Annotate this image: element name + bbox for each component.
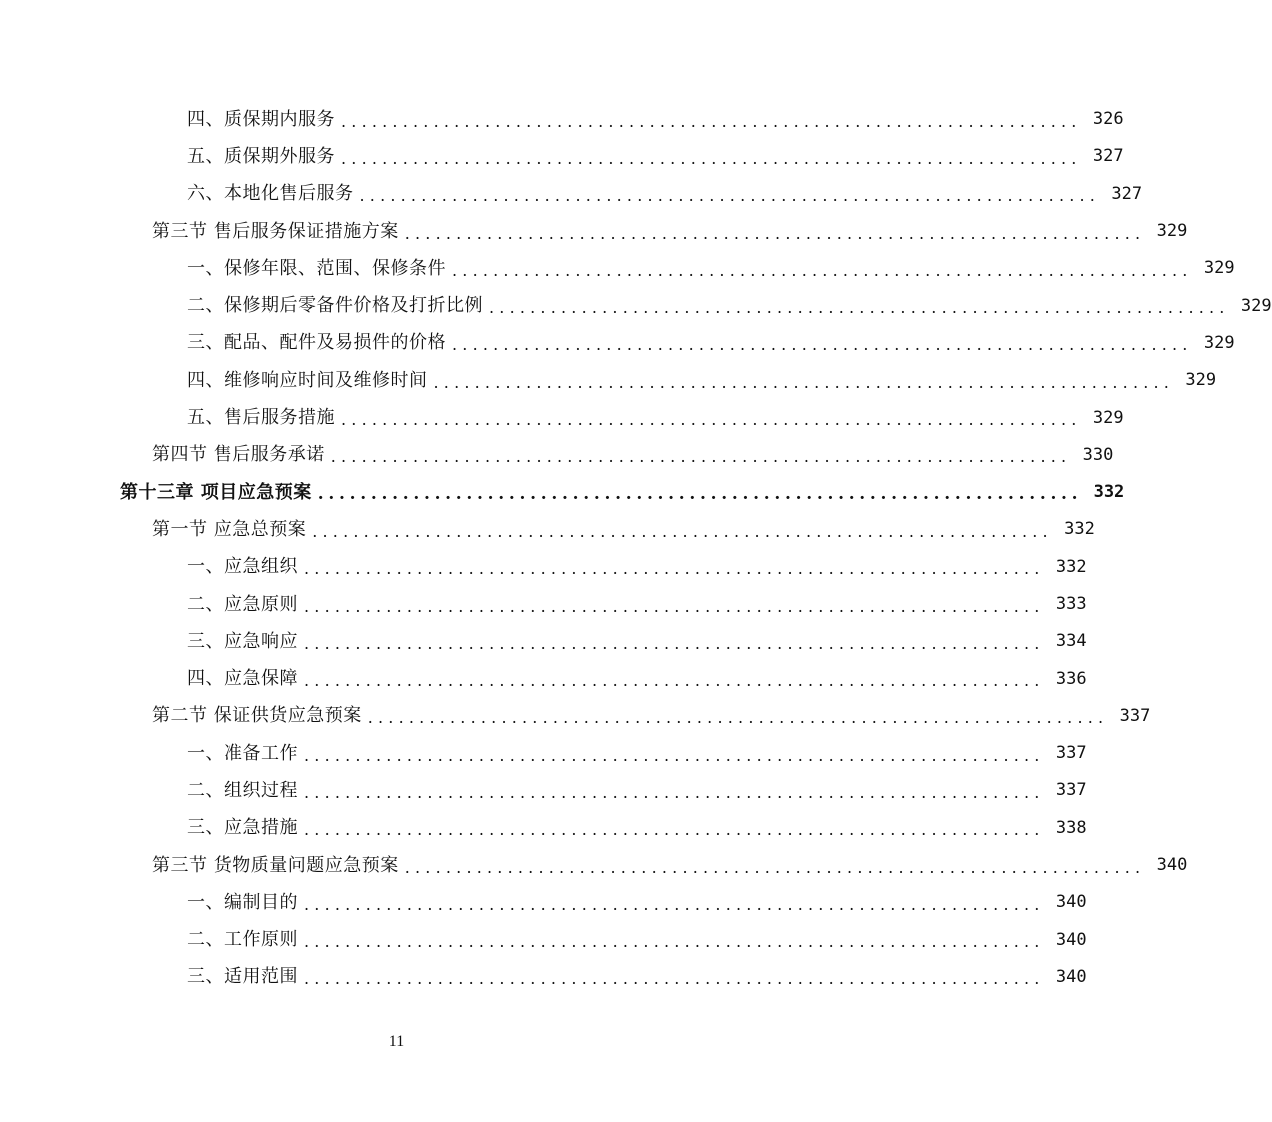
toc-entry-title: 第三节 售后服务保证措施方案 <box>152 220 399 242</box>
dot-leader: ........................................................................ <box>341 111 1082 131</box>
page-number-footer: 11 <box>388 1033 405 1050</box>
toc-entry-title: 第十三章 项目应急预案 <box>120 481 312 503</box>
toc-entry-title: 二、应急原则 <box>187 593 298 615</box>
toc-entry[interactable] <box>0 101 1124 138</box>
dot-leader: ........................................................................ <box>304 559 1045 579</box>
toc-entry[interactable] <box>0 287 1272 324</box>
toc-page-number: 329 <box>1203 258 1235 279</box>
toc-page-number: 332 <box>1064 519 1095 540</box>
toc-entry-title: 一、编制目的 <box>187 891 298 913</box>
toc-page-number: 327 <box>1111 183 1143 204</box>
toc-entry[interactable] <box>0 735 1087 772</box>
toc-entry[interactable] <box>0 623 1087 660</box>
toc-page-number: 329 <box>1240 295 1272 316</box>
toc-entry-title: 三、配品、配件及易损件的价格 <box>187 332 446 354</box>
dot-leader: ........................................................................ <box>433 372 1175 392</box>
dot-leader: ........................................................................ <box>404 223 1146 243</box>
toc-page-number: 337 <box>1055 780 1087 801</box>
toc-entry[interactable] <box>0 250 1235 287</box>
toc-entry[interactable] <box>0 922 1087 959</box>
toc-page-number: 334 <box>1055 631 1087 652</box>
toc-entry-title: 四、质保期内服务 <box>187 108 335 130</box>
toc-page-number: 333 <box>1055 594 1087 614</box>
toc-page-number: 329 <box>1092 407 1124 428</box>
dot-leader: ........................................................................ <box>452 260 1193 280</box>
dot-leader: ........................................................................ <box>404 857 1146 877</box>
toc-entry-title: 三、应急措施 <box>187 817 298 839</box>
toc-entry-title: 三、应急响应 <box>187 630 298 652</box>
toc-page-number: 340 <box>1055 892 1087 913</box>
dot-leader: ........................................................................ <box>452 335 1193 355</box>
toc-page-number: 336 <box>1055 668 1087 689</box>
toc-entry[interactable] <box>0 325 1235 362</box>
toc-entry[interactable] <box>0 437 1114 474</box>
toc-entry[interactable] <box>0 399 1124 436</box>
toc-entry[interactable] <box>0 959 1087 996</box>
toc-entry-title: 二、工作原则 <box>187 929 298 951</box>
toc-entry-title: 一、准备工作 <box>187 742 298 764</box>
toc-entry-title: 一、应急组织 <box>187 556 298 578</box>
toc-entry-title: 五、质保期外服务 <box>187 145 335 167</box>
toc-entry[interactable] <box>0 549 1087 586</box>
toc-entry-title: 五、售后服务措施 <box>187 407 335 429</box>
toc-entry-title: 二、组织过程 <box>187 779 298 801</box>
dot-leader: ........................................................................ <box>304 596 1045 616</box>
toc-entry[interactable] <box>0 810 1087 847</box>
dot-leader: ........................................................................ <box>367 708 1109 728</box>
dot-leader: ........................................................................ <box>359 186 1101 206</box>
toc-entry[interactable] <box>0 362 1217 399</box>
dot-leader: ........................................................................ <box>304 969 1045 989</box>
table-of-contents <box>0 101 1272 996</box>
toc-entry-title: 四、应急保障 <box>187 668 298 690</box>
dot-leader: ........................................................................ <box>304 671 1045 691</box>
toc-entry[interactable] <box>0 660 1087 697</box>
toc-entry-title: 四、维修响应时间及维修时间 <box>187 369 428 391</box>
dot-leader: ........................................................................ <box>317 484 1083 505</box>
toc-entry[interactable] <box>0 847 1188 884</box>
toc-entry[interactable] <box>0 511 1095 548</box>
dot-leader: ........................................................................ <box>304 782 1045 802</box>
dot-leader: ........................................................................ <box>304 745 1045 765</box>
dot-leader: ........................................................................ <box>489 298 1230 318</box>
dot-leader: ........................................................................ <box>341 410 1082 430</box>
toc-entry[interactable] <box>0 586 1087 623</box>
toc-entry-title: 六、本地化售后服务 <box>187 183 354 205</box>
toc-entry-title: 第三节 货物质量问题应急预案 <box>152 854 399 876</box>
toc-page-number: 340 <box>1055 929 1087 950</box>
toc-page-number: 329 <box>1156 221 1188 242</box>
toc-entry[interactable] <box>0 138 1124 175</box>
toc-entry[interactable] <box>0 884 1087 921</box>
dot-leader: ........................................................................ <box>330 447 1072 467</box>
toc-page-number: 337 <box>1119 705 1151 726</box>
dot-leader: ........................................................................ <box>312 521 1053 541</box>
toc-entry-title: 第二节 保证供货应急预案 <box>152 705 362 727</box>
toc-entry-title: 第四节 售后服务承诺 <box>152 444 325 466</box>
dot-leader: ........................................................................ <box>304 932 1045 952</box>
toc-page-number: 332 <box>1093 482 1125 503</box>
toc-entry-title: 一、保修年限、范围、保修条件 <box>187 257 446 279</box>
toc-page-number: 327 <box>1092 146 1124 167</box>
toc-entry-title: 第一节 应急总预案 <box>152 518 307 540</box>
toc-page-number: 337 <box>1055 743 1087 764</box>
toc-page-number: 332 <box>1055 556 1087 577</box>
toc-page-number: 340 <box>1055 966 1087 987</box>
dot-leader: ........................................................................ <box>304 633 1045 653</box>
toc-page-number: 326 <box>1092 109 1124 130</box>
toc-page-number: 330 <box>1082 444 1114 465</box>
toc-entry-title: 三、适用范围 <box>187 966 298 988</box>
toc-entry-title: 二、保修期后零备件价格及打折比例 <box>187 295 483 317</box>
toc-page-number: 329 <box>1203 332 1235 353</box>
toc-chapter-entry[interactable] <box>0 474 1125 511</box>
toc-entry[interactable] <box>0 698 1151 735</box>
toc-entry[interactable] <box>0 772 1087 809</box>
dot-leader: ........................................................................ <box>341 148 1082 168</box>
toc-page-number: 338 <box>1055 817 1087 838</box>
toc-page-number: 329 <box>1185 370 1217 391</box>
dot-leader: ........................................................................ <box>304 820 1045 840</box>
toc-entry[interactable] <box>0 176 1143 213</box>
toc-entry[interactable] <box>0 213 1188 250</box>
dot-leader: ........................................................................ <box>304 894 1045 914</box>
toc-page-number: 340 <box>1156 855 1188 876</box>
